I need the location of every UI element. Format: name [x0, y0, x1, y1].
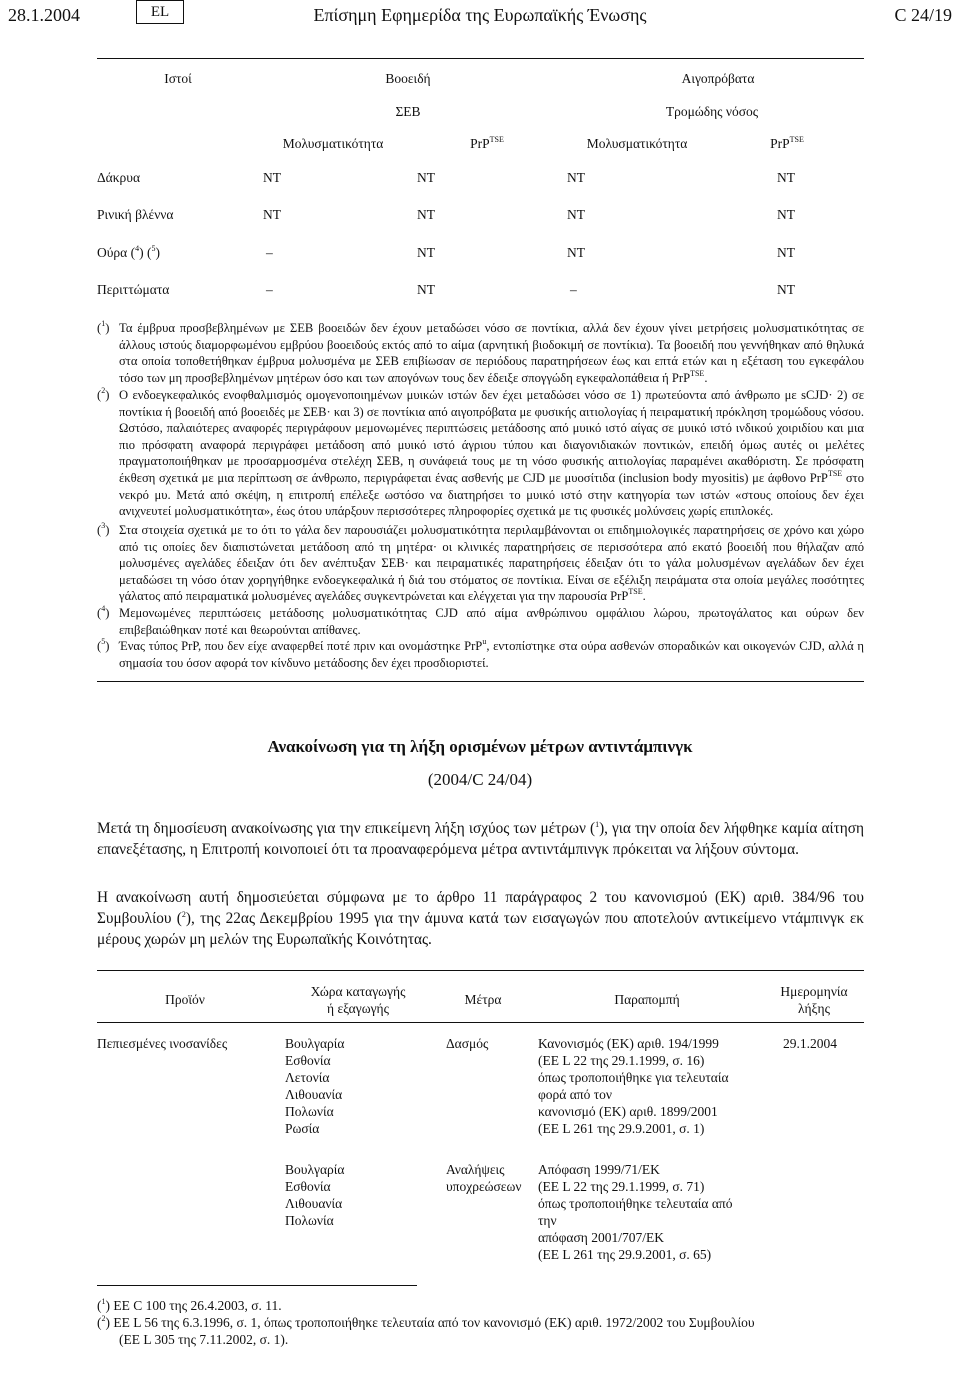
journal-title: Επίσημη Εφημερίδα της Ευρωπαϊκής Ένωσης [313, 5, 647, 25]
table-row-tissue: Περιττώματα [97, 282, 170, 297]
product-name: Πεπιεσμένες ινοσανίδες [97, 1036, 228, 1051]
table-cell: NT [417, 245, 435, 260]
table2-header-rule [97, 1022, 864, 1023]
table-cell: NT [777, 282, 795, 297]
subheader-scrapie: Τρομώδης νόσος [665, 104, 759, 119]
table-cell: NT [777, 170, 795, 185]
table1-top-rule [97, 58, 864, 59]
legal-reference: Απόφαση 1999/71/ΕΚ (ΕΕ L 22 της 29.1.1999, σ. 71) όπως τροποποιήθηκε τελευταία από την απόφαση 2001/707/ΕΚ (ΕΕ L 261 της 29.9.2001, σ. 65) [538, 1162, 733, 1262]
subheader-bse: ΣΕΒ [395, 104, 421, 119]
table-cell: NT [417, 170, 435, 185]
table-footnote-5: ($^5$) Ένας τύπος PrP, που δεν είχε αναφερθεί ποτέ πριν και ονομάστηκε PrP$^u$, εντοπίστηκε στα ούρα ασθενών σποραδικών και οικογενών CJD, αλλά η σημασία του όσον αφορά τον κίνδυνο μετάδοσης δεν έχει προσδιοριστεί. [97, 637, 864, 670]
header-date: 28.1.2004 [8, 5, 80, 25]
table-cell: NT [567, 170, 585, 185]
table-cell: NT [417, 282, 435, 297]
page-footnote-1: ($^1$) ΕΕ C 100 της 26.4.2003, σ. 11. [97, 1297, 282, 1313]
col-reference-header: Παραπομπή [614, 992, 680, 1007]
table-cell: – [266, 282, 273, 297]
notice-reference: (2004/C 24/04) [427, 770, 533, 789]
table-row-tissue: Ούρα ($^4$) ($^5$) [97, 244, 160, 260]
col-measures-header: Μέτρα [464, 992, 502, 1007]
table-cell: – [570, 282, 577, 297]
table1-bottom-rule [97, 681, 864, 682]
notice-paragraph-1: Μετά τη δημοσίευση ανακοίνωσης για την επικείμενη λήξη ισχύος των μέτρων ($^1$), για την οποία δεν λήφθηκε καμία αίτηση επανεξέτασης, η Επιτροπή κοινοποιεί ότι τα προαναφερόμενα μέτρα αντιντάμπινγκ πρόκειται να λήξουν σύντομα. [97, 820, 864, 858]
table-row-tissue: Δάκρυα [97, 170, 141, 185]
col-infectivity-2: Μολυσματικότητα [586, 136, 688, 151]
table2-top-rule [97, 970, 864, 971]
page-footnote-2-cont: (ΕΕ L 305 της 7.11.2002, σ. 1). [119, 1332, 289, 1347]
table-cell: NT [567, 207, 585, 222]
table-cell: NT [263, 170, 281, 185]
legal-reference: Κανονισμός (ΕΚ) αριθ. 194/1999 (ΕΕ L 22 της 29.1.1999, σ. 16) όπως τροποποιήθηκε για τελευταία φορά από τον κανονισμό (ΕΚ) αριθ. 1899/2001 (ΕΕ L 261 της 29.9.2001, σ. 1) [538, 1036, 729, 1136]
table-cell: – [266, 245, 273, 260]
table-footnote-3: ($^3$) Στα στοιχεία σχετικά με το ότι το γάλα δεν παρουσιάζει μολυσματικότητα περιλαμβάνονται οι επιδημιολογικές παρατηρήσεις σε χρόνο και χώρο από τις οποίες δεν διαπιστώνεται μετάδοση από τη μητέρα· οι κλινικές παρατηρήσεις σε περισσότερα από εκατό βοοειδή που θήλαζαν από μολυσμένες αγελάδες έδειξαν ότι δεν ανέπτυξαν ΣΕΒ· και πειραματικές παρατηρήσεις έδειξαν ότι το γάλα μολυσμένων αγελάδων δεν έχει μεταδώσει τη νόσο όταν χορηγήθηκε ενδοεγκεφαλικά ή διά του στόματος σε ποντίκια. Είναι σε εξέλιξη πειράματα στα οποία μεγάλες ποσότητες γάλατος από πειραματικά μολυσμένες αγελάδες συγκεντρώνεται και ελέγχεται για την παρουσία PrP$^{TSE}$. [97, 521, 864, 604]
language-badge: EL [136, 0, 184, 24]
col-expiry-header: Ημερομηνία λήξης [780, 984, 848, 1016]
col-cattle-header: Βοοειδή [385, 71, 431, 86]
col-prp-1: PrP$^{TSE}$ [470, 135, 504, 151]
col-infectivity-1: Μολυσματικότητα [282, 136, 384, 151]
country-list: Βουλγαρία Εσθονία Λιθουανία Πολωνία [285, 1162, 345, 1228]
notice-paragraph-2: Η ανακοίνωση αυτή δημοσιεύεται σύμφωνα με το άρθρο 11 παράγραφος 2 του κανονισμού (ΕΚ) αριθ. 384/96 του Συμβουλίου ($^2$), της 22ας Δεκεμβρίου 1995 για την άμυνα κατά των εισαγωγών που αποτελούν αντικείμενο ντάμπινγκ εκ μέρους χωρών μη μελών της Ευρωπαϊκής Κοινότητας. [97, 889, 864, 948]
measure-type: Δασμός [446, 1036, 489, 1051]
notice-title: Ανακοίνωση για τη λήξη ορισμένων μέτρων αντιντάμπινγκ [267, 737, 693, 756]
table-cell: NT [567, 245, 585, 260]
col-goats-header: Αιγοπρόβατα [681, 71, 755, 86]
measure-type: Αναλήψεις υποχρεώσεων [446, 1162, 522, 1194]
col-prp-2: PrP$^{TSE}$ [770, 135, 804, 151]
expiry-date: 29.1.2004 [783, 1036, 837, 1051]
table-footnote-1: ($^1$) Τα έμβρυα προσβεβλημένων με ΣΕΒ βοοειδών δεν έχουν μεταδώσει νόσο σε ποντίκια, αλλά δεν έχουν γίνει μετρήσεις μολυσματικότητας σε άλλους ιστούς διαμορφωμένου εμβρύου βοοειδούς εκτός από το αίμα (αρνητική βιοδοκιμή σε ποντίκια). Τα βοοειδή που γεννήθηκαν από θηλυκά στα οποία τοποθετήθηκαν έμβρυα μολυσμένα με ΣΕΒ επιβίωσαν σε περιόδους παρατηρήσεων έως και επτά ετών και η εξέταση του εγκεφάλου τόσο των μη προσβεβλημένων μητέρων όσο και των απογόνων τους δεν έδειξε σπογγώδη εγκεφαλοπάθεια ή PrP$^{TSE}$. [97, 319, 864, 385]
page-footnote-2: ($^2$) ΕΕ L 56 της 6.3.1996, σ. 1, όπως τροποποιήθηκε τελευταία από τον κανονισμό (ΕΚ) αριθ. 1972/2002 του Συμβουλίου [97, 1314, 755, 1330]
table-footnote-4: ($^4$) Μεμονωμένες περιπτώσεις μετάδοσης μολυσματικότητας CJD από αίμα ανθρώπινου ομφάλιου λώρου, πρωτογάλατος και ούρων δεν επιβεβαιώθηκαν ποτέ και θεωρούνται απίθανες. [97, 604, 864, 637]
col-product-header: Προϊόν [165, 992, 205, 1007]
col-origin-header: Χώρα καταγωγής ή εξαγωγής [310, 984, 406, 1016]
table-cell: NT [417, 207, 435, 222]
table-footnote-2: ($^2$) Ο ενδοεγκεφαλικός ενοφθαλμισμός ομογενοποιημένων μυικών ιστών δεν έχει μεταδώσει νόσο σε 1) πρωτεύοντα από άνθρωπο με sCJD· 2) σε ποντίκια ή βοοειδή από βοοειδές με ΣΕΒ· και 3) σε ποντίκια από αιγοπρόβατα με φυσικής αιτιολογίας ή πειραματική πρόκληση τρομώδους νόσου. Ωστόσο, παλαιότερες αναφορές περιγράφουν μεμονωμένες περιπτώσεις μετάδοσης από μυικό ιστό αίγας σε μυικό ιστό ινδικού χοιριδίου και μια πιο πρόσφατη αναφορά περιγράφει μετάδοση από μυικό ιστό άγριου τύπου και διαγονιδιακών ποντικών, επειδή όμως αυτές οι μελέτες πραγματοποιήθηκαν με προσαρμοσμένα στελέχη ΣΕΒ, η συνάφειά τους με τη νόσο φυσικής αιτιολογίας παραμένει ακαθόριστη. Σε πρόσφατη έκθεση σχετικά με μια περίπτωση σε άνθρωπο, περιγράφεται ένας ασθενής με CJD με μυοσίτιδα (inclusion body myositis) με άφθονο PrP$^{TSE}$ στο νεκρό μυ. Μετά από σκέψη, η επιτροπή επέλεξε ωστόσο να διατηρήσει το μυικό ιστό στην κατηγορία των ιστών «στους οποίους δεν έχει ανιχνευτεί μολυσματικότητα», έως ότου υπάρξουν περισσότερες πληροφορίες σχετικά με τις φυσικές μολύνσεις χωρίς επιπλοκές. [97, 386, 865, 519]
page-number: C 24/19 [894, 5, 952, 25]
table-cell: NT [777, 245, 795, 260]
col-tissues-header: Ιστοί [164, 71, 192, 86]
table-cell: NT [777, 207, 795, 222]
table-cell: NT [263, 207, 281, 222]
country-list: Βουλγαρία Εσθονία Λετονία Λιθουανία Πολωνία Ρωσία [285, 1036, 345, 1136]
footnote-separator [97, 1285, 417, 1286]
table-row-tissue: Ρινική βλέννα [97, 207, 174, 222]
